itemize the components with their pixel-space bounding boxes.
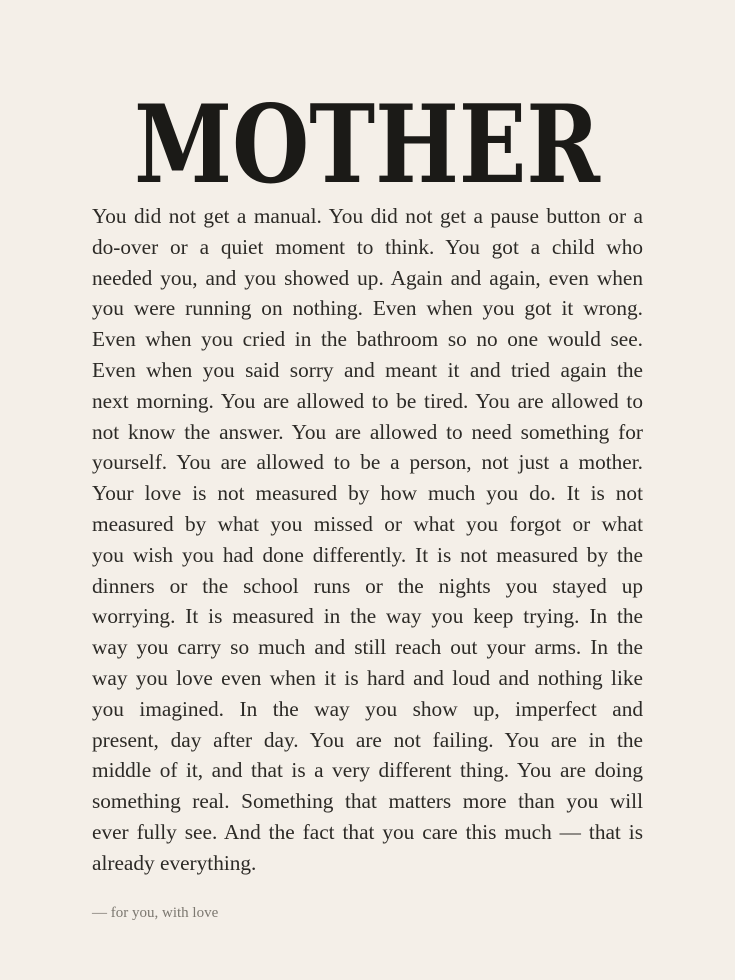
poem-line: way you love even when it is hard and loud and nothing like xyxy=(92,665,643,690)
poem-line: already everything. xyxy=(92,850,257,875)
poem-line: measured by what you missed or what you forgot or what xyxy=(92,511,643,536)
poem-line: you imagined. In the way you show up, imperfect and xyxy=(92,696,643,721)
poem-line: You did not get a manual. You did not get a pause button or a xyxy=(92,204,643,228)
poem-line: needed you, and you showed up. Again and again, even when xyxy=(92,265,643,290)
poem-line: Your love is not measured by how much you do. It is not xyxy=(92,481,643,506)
poem-line: way you carry so much and still reach out your arms. In the xyxy=(92,635,643,660)
poem-line: do-over or a quiet moment to think. You got a child who xyxy=(92,234,643,259)
signature-line: — for you, with love xyxy=(92,905,219,921)
poem-line: present, day after day. You are not failing. You are in the xyxy=(92,727,643,752)
poem-body xyxy=(92,201,643,879)
poem-line: middle of it, and that is a very different thing. You are doing xyxy=(92,758,643,783)
poem-line: not know the answer. You are allowed to need something for xyxy=(92,419,643,444)
poem-line: Even when you cried in the bathroom so no one would see. xyxy=(92,327,643,352)
poem-line: ever fully see. And the fact that you care this much — that is xyxy=(92,819,643,844)
poem-line: next morning. You are allowed to be tired. You are allowed to xyxy=(92,388,643,413)
poem-line: you were running on nothing. Even when you got it wrong. xyxy=(92,296,643,321)
poem-line: yourself. You are allowed to be a person, not just a mother. xyxy=(92,450,643,475)
poem-line: something real. Something that matters more than you will xyxy=(92,789,643,814)
poem-line: worrying. It is measured in the way you keep trying. In the xyxy=(92,604,643,629)
poster-title-text: MOTHER xyxy=(134,82,601,208)
poem-line: dinners or the school runs or the nights you stayed up xyxy=(92,573,643,598)
poster-title xyxy=(0,70,735,220)
poem-line: you wish you had done differently. It is not measured by the xyxy=(92,542,643,567)
poem-line: Even when you said sorry and meant it and tried again the xyxy=(92,357,643,382)
